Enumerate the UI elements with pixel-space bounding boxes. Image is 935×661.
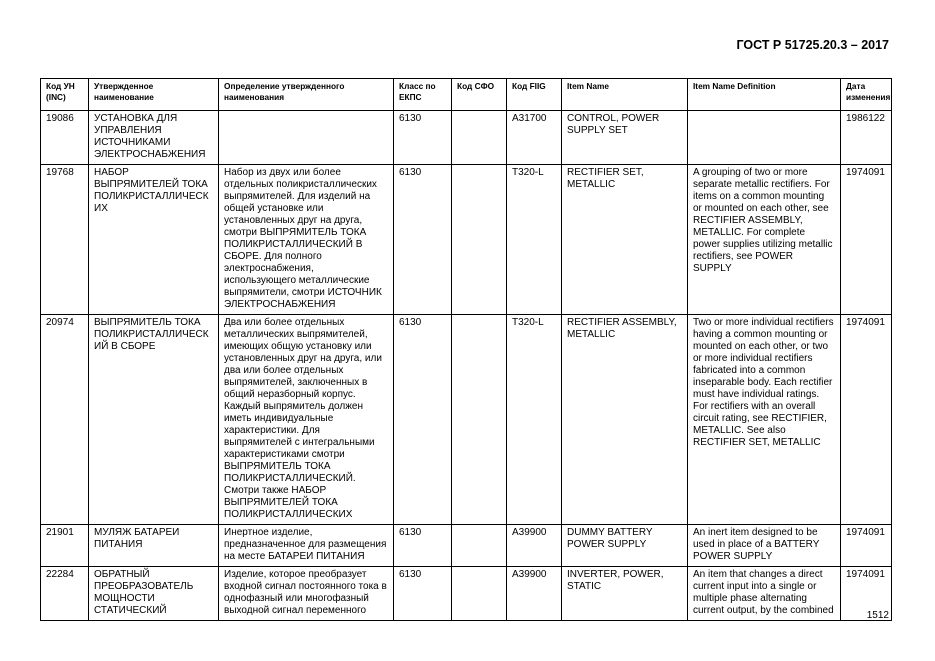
- column-header-class: Класс по ЕКПС: [394, 79, 452, 111]
- cell-change-date: 1986122: [841, 111, 892, 165]
- cell-definition: [219, 111, 394, 165]
- column-header-inc: Код УН (INC): [41, 79, 89, 111]
- cell-item-name-definition: An inert item designed to be used in place of a BATTERY POWER SUPPLY: [688, 525, 841, 567]
- cell-item-name: CONTROL, POWER SUPPLY SET: [562, 111, 688, 165]
- item-name-table: [40, 78, 892, 621]
- cell-definition: Два или более отдельных металлических выпрямителей, имеющих общую установку или установленных друг на друга, или два или более отдельных выпрямителей, заключенных в общий неразборный корпус. Каждый выпрямитель должен иметь индивидуальные характеристики. Для выпрямителей с интегральными характеристиками смотри ВЫПРЯМИТЕЛЬ ТОКА ПОЛИКРИСТАЛЛИЧЕСКИЙ. Смотри также НАБОР ВЫПРЯМИТЕЛЕЙ ТОКА ПОЛИКРИСТАЛЛИЧЕСКИХ: [219, 315, 394, 525]
- cell-inc: 19768: [41, 165, 89, 315]
- cell-fiig: T320-L: [507, 165, 562, 315]
- cell-approved-name: МУЛЯЖ БАТАРЕИ ПИТАНИЯ: [89, 525, 219, 567]
- table-row: [41, 165, 892, 315]
- cell-sfo: [452, 567, 507, 621]
- page-number: 1512: [866, 610, 889, 621]
- cell-item-name-definition: A grouping of two or more separate metallic rectifiers. For items on a common mounting or mounted on each other, see RECTIFIER ASSEMBLY, METALLIC. For complete power supplies utilizing metallic rectifiers, see POWER SUPPLY: [688, 165, 841, 315]
- cell-class: 6130: [394, 111, 452, 165]
- cell-definition: Изделие, которое преобразует входной сигнал постоянного тока в однофазный или многофазный выходной сигнал переменного: [219, 567, 394, 621]
- cell-class: 6130: [394, 567, 452, 621]
- cell-change-date: 1974091: [841, 525, 892, 567]
- cell-approved-name: ОБРАТНЫЙ ПРЕОБРАЗОВАТЕЛЬ МОЩНОСТИ СТАТИЧЕСКИЙ: [89, 567, 219, 621]
- cell-change-date: 1974091: [841, 165, 892, 315]
- column-header-item-name: Item Name: [562, 79, 688, 111]
- cell-approved-name: ВЫПРЯМИТЕЛЬ ТОКА ПОЛИКРИСТАЛЛИЧЕСК ИЙ В СБОРЕ: [89, 315, 219, 525]
- column-header-fiig: Код FIIG: [507, 79, 562, 111]
- cell-approved-name: НАБОР ВЫПРЯМИТЕЛЕЙ ТОКА ПОЛИКРИСТАЛЛИЧЕСК ИХ: [89, 165, 219, 315]
- cell-item-name: INVERTER, POWER, STATIC: [562, 567, 688, 621]
- table-row: [41, 111, 892, 165]
- cell-sfo: [452, 165, 507, 315]
- cell-approved-name: УСТАНОВКА ДЛЯ УПРАВЛЕНИЯ ИСТОЧНИКАМИ ЭЛЕКТРОСНАБЖЕНИЯ: [89, 111, 219, 165]
- cell-item-name-definition: [688, 111, 841, 165]
- cell-fiig: A31700: [507, 111, 562, 165]
- cell-definition: Набор из двух или более отдельных поликристаллических выпрямителей. Для изделий на общей установке или установленных друг на друга, смотри ВЫПРЯМИТЕЛЬ ТОКА ПОЛИКРИСТАЛЛИЧЕСКИЙ В СБОРЕ. Для полного электроснабжения, использующего металлические выпрямители, смотри ИСТОЧНИК ЭЛЕКТРОСНАБЖЕНИЯ: [219, 165, 394, 315]
- column-header-definition: Определение утвержденного наименования: [219, 79, 394, 111]
- cell-fiig: A39900: [507, 567, 562, 621]
- cell-item-name: RECTIFIER SET, METALLIC: [562, 165, 688, 315]
- table-header-row: [41, 79, 892, 111]
- cell-inc: 19086: [41, 111, 89, 165]
- cell-class: 6130: [394, 315, 452, 525]
- cell-definition: Инертное изделие, предназначенное для размещения на месте БАТАРЕИ ПИТАНИЯ: [219, 525, 394, 567]
- cell-item-name: RECTIFIER ASSEMBLY, METALLIC: [562, 315, 688, 525]
- column-header-change-date: Дата изменения: [841, 79, 892, 111]
- cell-class: 6130: [394, 165, 452, 315]
- column-header-sfo: Код СФО: [452, 79, 507, 111]
- table-row: [41, 525, 892, 567]
- cell-change-date: 1974091: [841, 315, 892, 525]
- cell-sfo: [452, 315, 507, 525]
- document-number: ГОСТ Р 51725.20.3 – 2017: [736, 38, 889, 52]
- cell-item-name-definition: Two or more individual rectifiers having a common mounting or mounted on each other, or two or more individual rectifiers fabricated into a common inseparable body. Each rectifier must have individual ratings. For rectifiers with an overall circuit rating, see RECTIFIER, METALLIC. See also RECTIFIER SET, METALLIC: [688, 315, 841, 525]
- cell-inc: 21901: [41, 525, 89, 567]
- cell-sfo: [452, 525, 507, 567]
- cell-item-name-definition: An item that changes a direct current input into a single or multiple phase alternating current output, by the combined: [688, 567, 841, 621]
- column-header-approved-name: Утвержденное наименование: [89, 79, 219, 111]
- cell-item-name: DUMMY BATTERY POWER SUPPLY: [562, 525, 688, 567]
- cell-fiig: A39900: [507, 525, 562, 567]
- cell-class: 6130: [394, 525, 452, 567]
- cell-inc: 20974: [41, 315, 89, 525]
- cell-sfo: [452, 111, 507, 165]
- column-header-item-name-definition: Item Name Definition: [688, 79, 841, 111]
- table-row: [41, 315, 892, 525]
- cell-fiig: T320-L: [507, 315, 562, 525]
- cell-change-date: 1974091: [841, 567, 892, 621]
- table-row: [41, 567, 892, 621]
- cell-inc: 22284: [41, 567, 89, 621]
